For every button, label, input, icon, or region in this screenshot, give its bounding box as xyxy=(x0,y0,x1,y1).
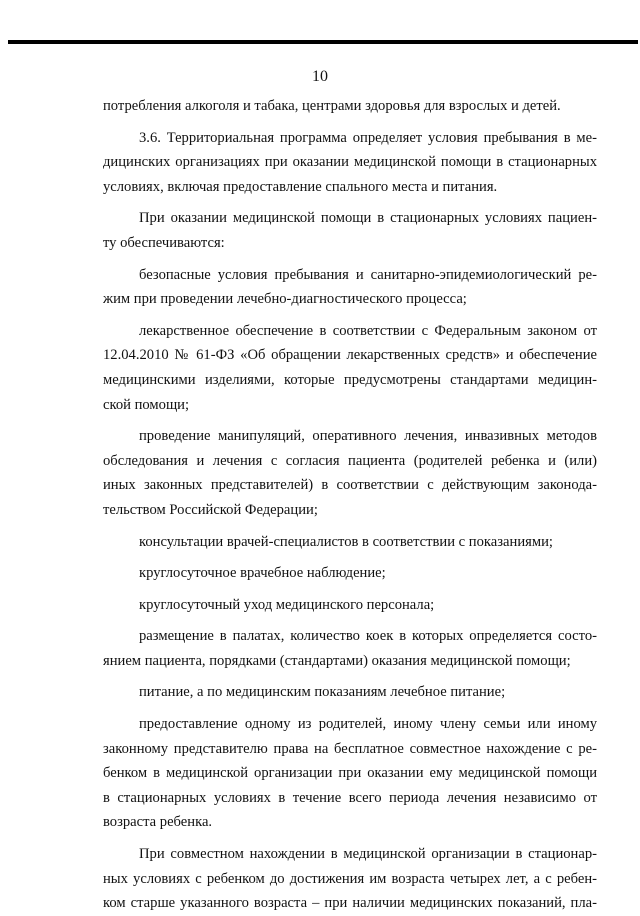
page-number: 10 xyxy=(312,68,328,85)
text-line: При совместном нахождении в медицинской организации в стационар- xyxy=(139,846,597,863)
top-border-rule xyxy=(8,40,638,44)
text-line: безопасные условия пребывания и санитарно-эпидемиологический ре- xyxy=(139,266,597,283)
text-line: иных законных представителей) в соответствии с действующим законода- xyxy=(103,477,597,494)
text-line: бенком в медицинской организации при оказании ему медицинской помощи xyxy=(103,765,597,782)
text-line: круглосуточное врачебное наблюдение; xyxy=(139,565,386,582)
text-line: условиях, включая предоставление спального места и питания. xyxy=(103,178,498,195)
text-line: проведение манипуляций, оперативного лечения, инвазивных методов xyxy=(139,428,597,445)
text-line: 12.04.2010 № 61-ФЗ «Об обращении лекарственных средств» и обеспечение xyxy=(103,347,597,364)
text-line: питание, а по медицинским показаниям лечебное питание; xyxy=(139,684,506,701)
text-line: 3.6. Территориальная программа определяет условия пребывания в ме- xyxy=(139,129,597,146)
text-line: лекарственное обеспечение в соответствии с Федеральным законом от xyxy=(139,322,597,339)
text-line: потребления алкоголя и табака, центрами здоровья для взрослых и детей. xyxy=(103,98,561,114)
text-line: предоставление одному из родителей, иному члену семьи или иному xyxy=(139,716,597,733)
text-line: янием пациента, порядками (стандартами) оказания медицинской помощи; xyxy=(103,652,571,669)
text-line: размещение в палатах, количество коек в которых определяется состо- xyxy=(139,628,597,645)
text-line: ных условиях с ребенком до достижения им возраста четырех лет, а с ребен- xyxy=(103,870,597,887)
document-body xyxy=(103,94,597,916)
text-line: тельством Российской Федерации; xyxy=(103,501,318,518)
text-line: в стационарных условиях в течение всего периода лечения независимо от xyxy=(103,789,597,806)
text-line: При оказании медицинской помощи в стационарных условиях пациен- xyxy=(139,210,597,227)
text-line: ской помощи; xyxy=(103,396,190,413)
text-line: законному представителю права на бесплатное совместное нахождение с ре- xyxy=(103,740,597,757)
text-line: дицинских организациях при оказании медицинской помощи в стационарных xyxy=(103,154,597,171)
text-line: медицинскими изделиями, которые предусмотрены стандартами медицин- xyxy=(103,371,597,388)
text-line: ту обеспечиваются: xyxy=(103,234,225,251)
text-line: ком старше указанного возраста – при наличии медицинских показаний, пла- xyxy=(103,895,597,912)
text-line: круглосуточный уход медицинского персонала; xyxy=(139,596,435,613)
text-line: консультации врачей-специалистов в соответствии с показаниями; xyxy=(139,533,553,550)
text-line: обследования и лечения с согласия пациента (родителей ребенка и (или) xyxy=(103,452,597,469)
text-line: возраста ребенка. xyxy=(103,814,213,831)
text-line: жим при проведении лечебно-диагностического процесса; xyxy=(103,291,467,308)
